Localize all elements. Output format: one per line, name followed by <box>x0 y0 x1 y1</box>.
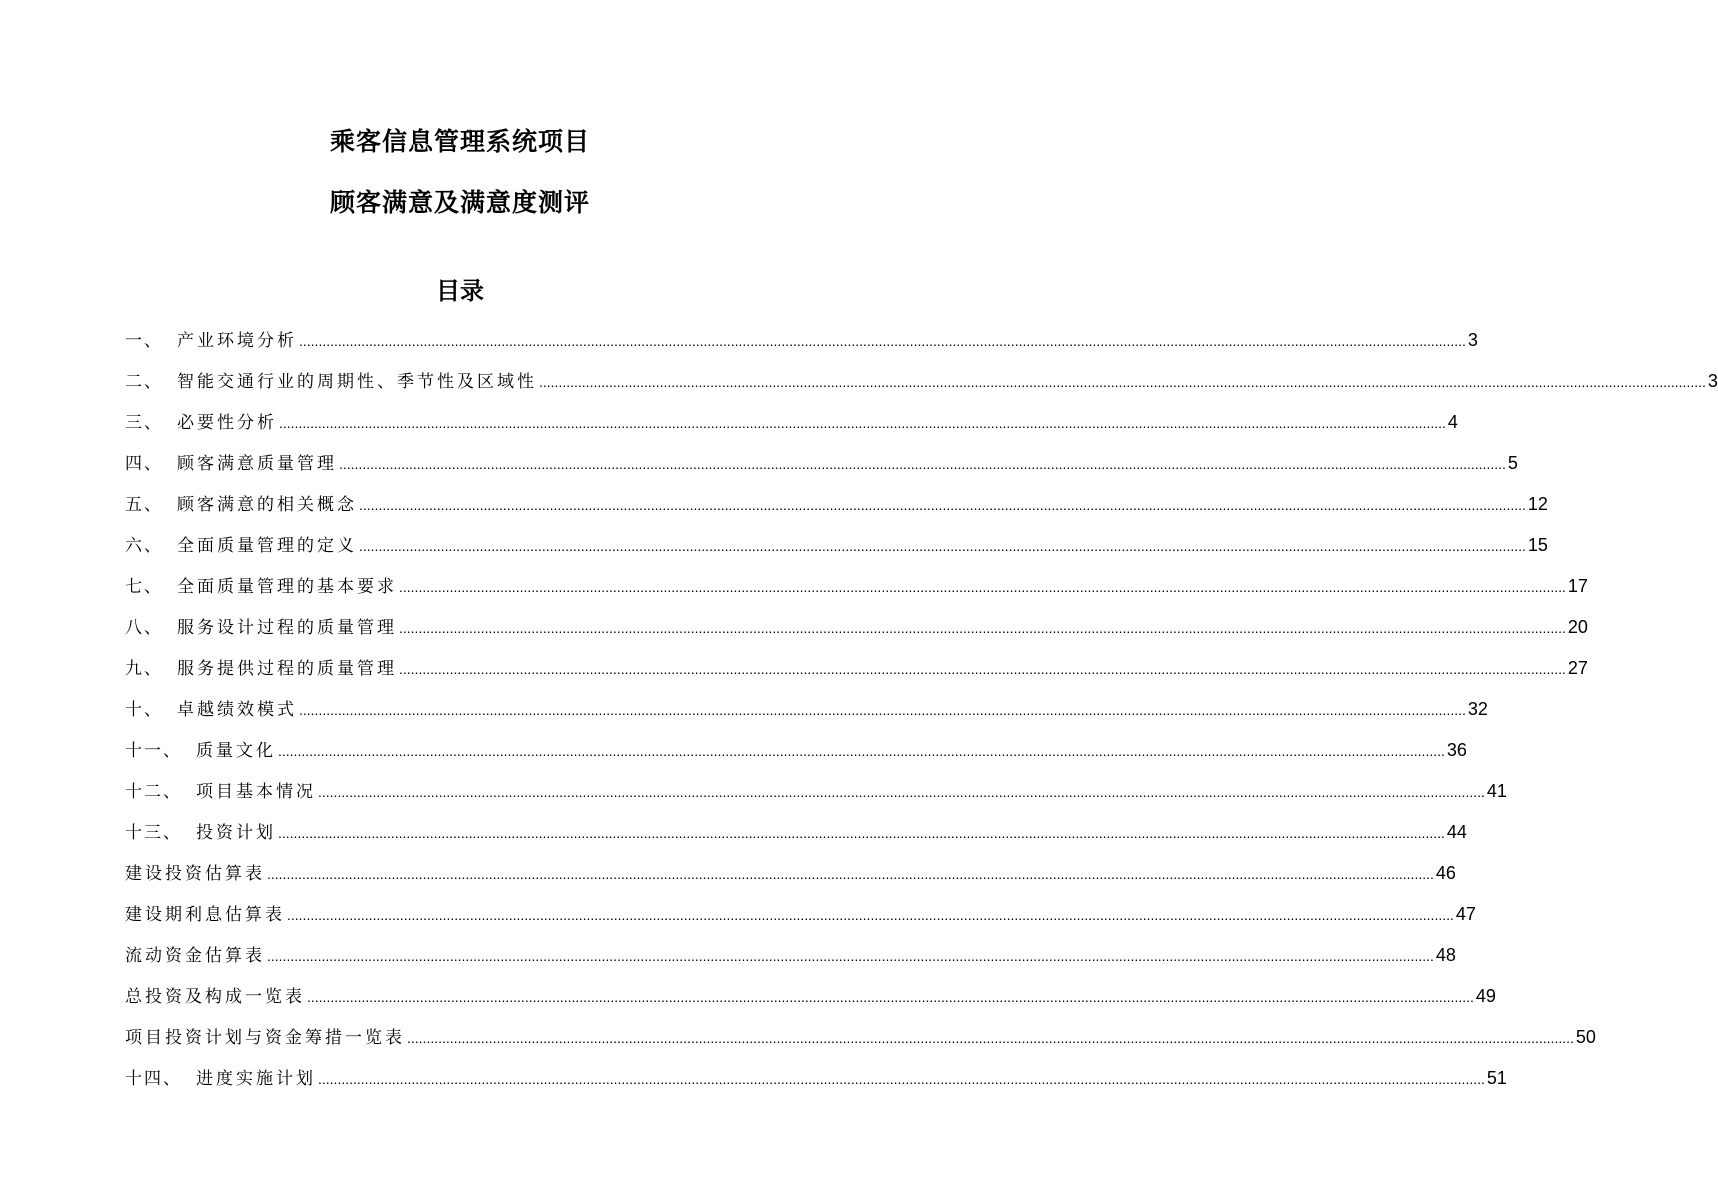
toc-entry[interactable] <box>125 361 1718 402</box>
toc-entry-number: 七、 <box>125 577 163 597</box>
toc-entry-page: 41 <box>1486 781 1507 801</box>
toc-entry-page: 3 <box>1467 330 1478 350</box>
toc-dot-leader: ............................................................................................................................................................................................................................................................................................................ <box>299 702 1466 718</box>
toc-entry-title: 顾客满意的相关概念 <box>177 495 357 515</box>
toc-dot-leader: ............................................................................................................................................................................................................................................................................................................ <box>399 620 1566 636</box>
document-title-line-1: 乘客信息管理系统项目 <box>329 127 590 156</box>
toc-entry[interactable] <box>125 484 1548 525</box>
toc-entry-page: 46 <box>1435 863 1456 883</box>
toc-entry-number: 五、 <box>125 495 163 515</box>
toc-entry[interactable] <box>125 730 1467 771</box>
toc-entry[interactable] <box>125 1017 1596 1058</box>
toc-dot-leader: ............................................................................................................................................................................................................................................................................................................ <box>279 415 1446 431</box>
toc-dot-leader: ............................................................................................................................................................................................................................................................................................................ <box>307 989 1474 1005</box>
toc-entry[interactable] <box>125 812 1467 853</box>
toc-entry[interactable] <box>125 976 1496 1017</box>
toc-heading: 目录 <box>436 277 484 305</box>
toc-entry-number: 二、 <box>125 372 163 392</box>
toc-dot-leader: ............................................................................................................................................................................................................................................................................................................ <box>407 1030 1574 1046</box>
toc-entry[interactable] <box>125 853 1456 894</box>
toc-dot-leader: ............................................................................................................................................................................................................................................................................................................ <box>318 784 1485 800</box>
toc-entry-number: 十二、 <box>125 782 182 802</box>
toc-entry-title: 进度实施计划 <box>196 1069 316 1089</box>
toc-entry-title: 服务提供过程的质量管理 <box>177 659 397 679</box>
toc-entry-number: 六、 <box>125 536 163 556</box>
toc-entry-page: 50 <box>1575 1027 1596 1047</box>
toc-entry-number: 十、 <box>125 700 163 720</box>
toc-entry-title: 建设期利息估算表 <box>125 905 285 925</box>
toc-entry-title: 项目投资计划与资金筹措一览表 <box>125 1028 405 1048</box>
toc-entry-title: 流动资金估算表 <box>125 946 265 966</box>
toc-dot-leader: ............................................................................................................................................................................................................................................................................................................ <box>339 456 1506 472</box>
toc-entry[interactable] <box>125 566 1588 607</box>
toc-dot-leader: ............................................................................................................................................................................................................................................................................................................ <box>359 497 1526 513</box>
toc-dot-leader: ............................................................................................................................................................................................................................................................................................................ <box>287 907 1454 923</box>
toc-entry-title: 智能交通行业的周期性、季节性及区域性 <box>177 372 537 392</box>
toc-entry-page: 49 <box>1475 986 1496 1006</box>
toc-entry-title: 建设投资估算表 <box>125 864 265 884</box>
toc-entry[interactable] <box>125 648 1588 689</box>
toc-entry[interactable] <box>125 607 1588 648</box>
toc-entry-title: 全面质量管理的定义 <box>177 536 357 556</box>
toc-dot-leader: ............................................................................................................................................................................................................................................................................................................ <box>278 825 1445 841</box>
toc-entry-page: 17 <box>1567 576 1588 596</box>
toc-entry-number: 一、 <box>125 331 163 351</box>
toc-entry-number: 八、 <box>125 618 163 638</box>
toc-entry-number: 九、 <box>125 659 163 679</box>
toc-entry-page: 5 <box>1507 453 1518 473</box>
toc-entry-page: 47 <box>1455 904 1476 924</box>
toc-entry-title: 顾客满意质量管理 <box>177 454 337 474</box>
toc-entry-page: 27 <box>1567 658 1588 678</box>
toc-entry-title: 卓越绩效模式 <box>177 700 297 720</box>
toc-entry-title: 必要性分析 <box>177 413 277 433</box>
toc-entry-title: 质量文化 <box>196 741 276 761</box>
toc-entry-page: 12 <box>1527 494 1548 514</box>
toc-entry[interactable] <box>125 402 1458 443</box>
toc-entry-number: 三、 <box>125 413 163 433</box>
toc-entry-number: 四、 <box>125 454 163 474</box>
toc-entry-title: 投资计划 <box>196 823 276 843</box>
toc-dot-leader: ............................................................................................................................................................................................................................................................................................................ <box>278 743 1445 759</box>
toc-entry-page: 51 <box>1486 1068 1507 1088</box>
toc-entry-page: 15 <box>1527 535 1548 555</box>
toc-dot-leader: ............................................................................................................................................................................................................................................................................................................ <box>267 948 1434 964</box>
toc-entry[interactable] <box>125 1058 1507 1099</box>
toc-entry-page: 20 <box>1567 617 1588 637</box>
toc-entry[interactable] <box>125 525 1548 566</box>
toc-entry-title: 产业环境分析 <box>177 331 297 351</box>
document-title-line-2: 顾客满意及满意度测评 <box>329 188 590 217</box>
toc-entry[interactable] <box>125 894 1476 935</box>
toc-entry[interactable] <box>125 689 1488 730</box>
toc-dot-leader: ............................................................................................................................................................................................................................................................................................................ <box>318 1071 1485 1087</box>
toc-entry-number: 十一、 <box>125 741 182 761</box>
toc-entry-title: 全面质量管理的基本要求 <box>177 577 397 597</box>
toc-entry-page: 36 <box>1446 740 1467 760</box>
toc-entry-page: 48 <box>1435 945 1456 965</box>
toc-entry-page: 4 <box>1447 412 1458 432</box>
toc-entry[interactable] <box>125 443 1518 484</box>
toc-entry-title: 总投资及构成一览表 <box>125 987 305 1007</box>
toc-dot-leader: ............................................................................................................................................................................................................................................................................................................ <box>539 374 1706 390</box>
toc-entry-number: 十三、 <box>125 823 182 843</box>
toc-entry-title: 服务设计过程的质量管理 <box>177 618 397 638</box>
toc-entry-page: 44 <box>1446 822 1467 842</box>
toc-dot-leader: ............................................................................................................................................................................................................................................................................................................ <box>267 866 1434 882</box>
toc-entry[interactable] <box>125 935 1456 976</box>
toc-dot-leader: ............................................................................................................................................................................................................................................................................................................ <box>399 661 1566 677</box>
toc-entry-page: 32 <box>1467 699 1488 719</box>
toc-entry[interactable] <box>125 771 1507 812</box>
toc-entry-page: 3 <box>1707 371 1718 391</box>
toc-entry-title: 项目基本情况 <box>196 782 316 802</box>
toc-dot-leader: ............................................................................................................................................................................................................................................................................................................ <box>359 538 1526 554</box>
toc-dot-leader: ............................................................................................................................................................................................................................................................................................................ <box>299 333 1466 349</box>
toc-entry[interactable] <box>125 320 1478 361</box>
toc-entry-number: 十四、 <box>125 1069 182 1089</box>
toc-dot-leader: ............................................................................................................................................................................................................................................................................................................ <box>399 579 1566 595</box>
table-of-contents <box>125 320 1718 1099</box>
